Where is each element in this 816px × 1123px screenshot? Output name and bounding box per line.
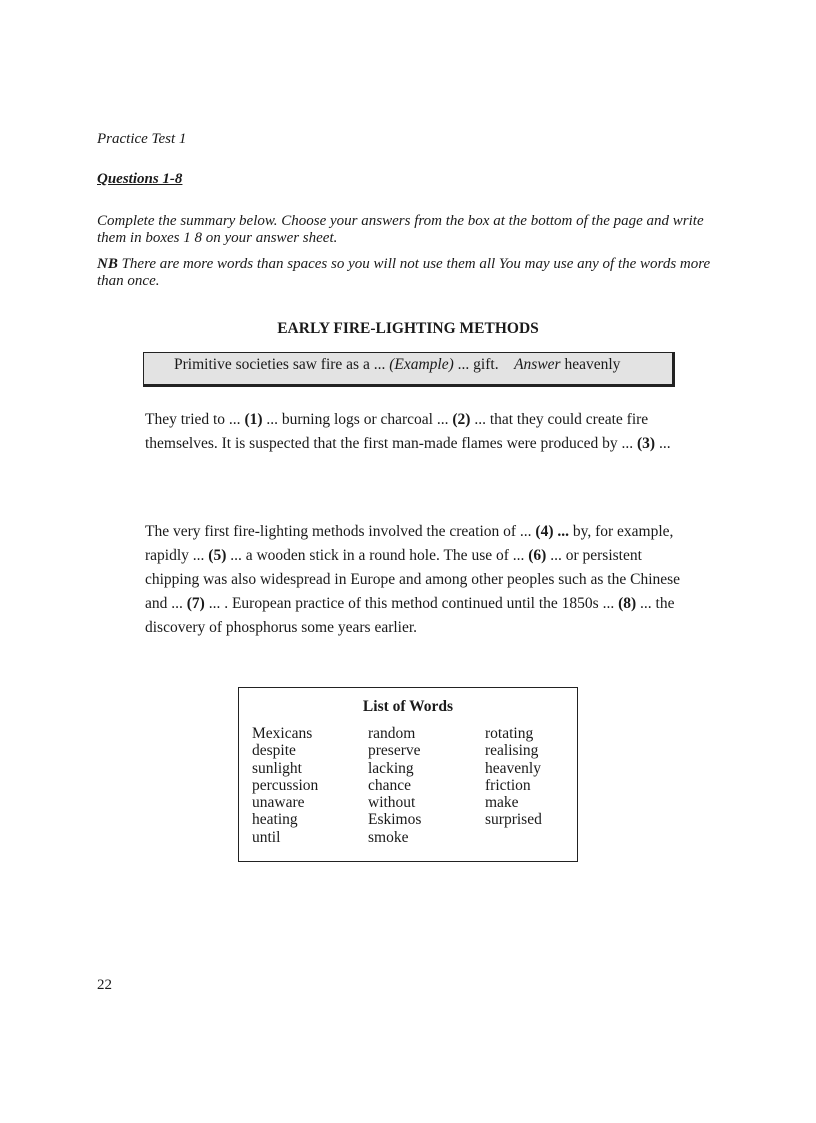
word-item: until (252, 828, 281, 846)
word-item: Eskimos (368, 811, 422, 829)
p1-text-1: They tried to ... (145, 411, 245, 428)
question-2: (2) (452, 411, 471, 428)
word-item: rotating (485, 725, 534, 742)
word-list-title: List of Words (362, 698, 454, 715)
question-1: (1) (244, 411, 263, 428)
questions-heading: Questions 1-8 (97, 171, 183, 187)
word-item: unaware (252, 794, 305, 812)
question-8: (8) (618, 595, 637, 612)
word-item: despite (252, 742, 296, 760)
word-item: smoke (368, 828, 409, 846)
word-item: Mexicans (252, 725, 313, 742)
question-6: (6) (528, 547, 547, 564)
answer-label: Answer (514, 356, 561, 373)
summary-paragraph-2 (145, 520, 685, 640)
summary-paragraph-1 (145, 408, 685, 456)
word-column-3 (485, 725, 542, 829)
word-item: surprised (485, 811, 542, 829)
word-item: percussion (252, 776, 319, 794)
nb-text: There are more words than spaces so you will not use them all You may use any of the words more than once. (97, 256, 711, 289)
word-column-1 (252, 725, 318, 846)
p2-text-4: ... or persistent chipping was also widespread in Europe and among other peoples such as the Chinese and ... (145, 547, 681, 612)
example-text-before: Primitive societies saw fire as a ... (174, 356, 390, 373)
p1-text-2: ... burning logs or charcoal ... (262, 411, 453, 428)
word-item: make (485, 794, 519, 812)
word-item: heating (252, 811, 298, 829)
page-number: 22 (97, 977, 112, 993)
word-list-box (238, 687, 578, 862)
summary-title: EARLY FIRE-LIGHTING METHODS (277, 320, 539, 337)
nb-label: NB (97, 256, 118, 272)
instructions-text: Complete the summary below. Choose your answers from the box at the bottom of the page and write them in boxes 1 8 on your answer sheet. (97, 213, 704, 246)
word-item: lacking (368, 759, 414, 777)
question-3: (3) (636, 435, 656, 452)
answer-value: heavenly (560, 356, 621, 373)
p2-text-5: ... . European practice of this method continued until the 1850s ... (204, 595, 619, 612)
word-item: realising (485, 742, 539, 760)
example-text-after: ... gift. (453, 356, 499, 373)
nb-note (97, 256, 717, 290)
word-column-2 (368, 725, 421, 846)
p2-text-1: The very first fire-lighting methods involved the creation of ... (145, 523, 536, 540)
word-item: heavenly (485, 759, 541, 777)
p2-text-6: ... the discovery of phosphorus some years earlier. (145, 595, 675, 636)
question-7: (7) (186, 595, 205, 612)
practice-test-label: Practice Test 1 (97, 131, 187, 147)
example-label: (Example) (389, 356, 454, 373)
word-item: without (368, 794, 416, 812)
word-item: random (368, 725, 416, 742)
question-5: (5) (208, 547, 227, 564)
word-item: preserve (368, 742, 421, 760)
word-item: sunlight (252, 759, 302, 777)
example-box (143, 352, 675, 387)
word-item: chance (368, 776, 412, 794)
p2-text-3: ... a wooden stick in a round hole. The use of ... (226, 547, 529, 564)
p1-text-3: ... that they could create fire themselves. It is suspected that the first man-made flames were produced by ... (145, 411, 649, 452)
word-item: friction (485, 776, 531, 794)
p1-text-4: ... (655, 435, 671, 452)
question-4: (4) ... (535, 523, 569, 540)
p2-text-2: by, for example, rapidly ... (145, 523, 674, 564)
